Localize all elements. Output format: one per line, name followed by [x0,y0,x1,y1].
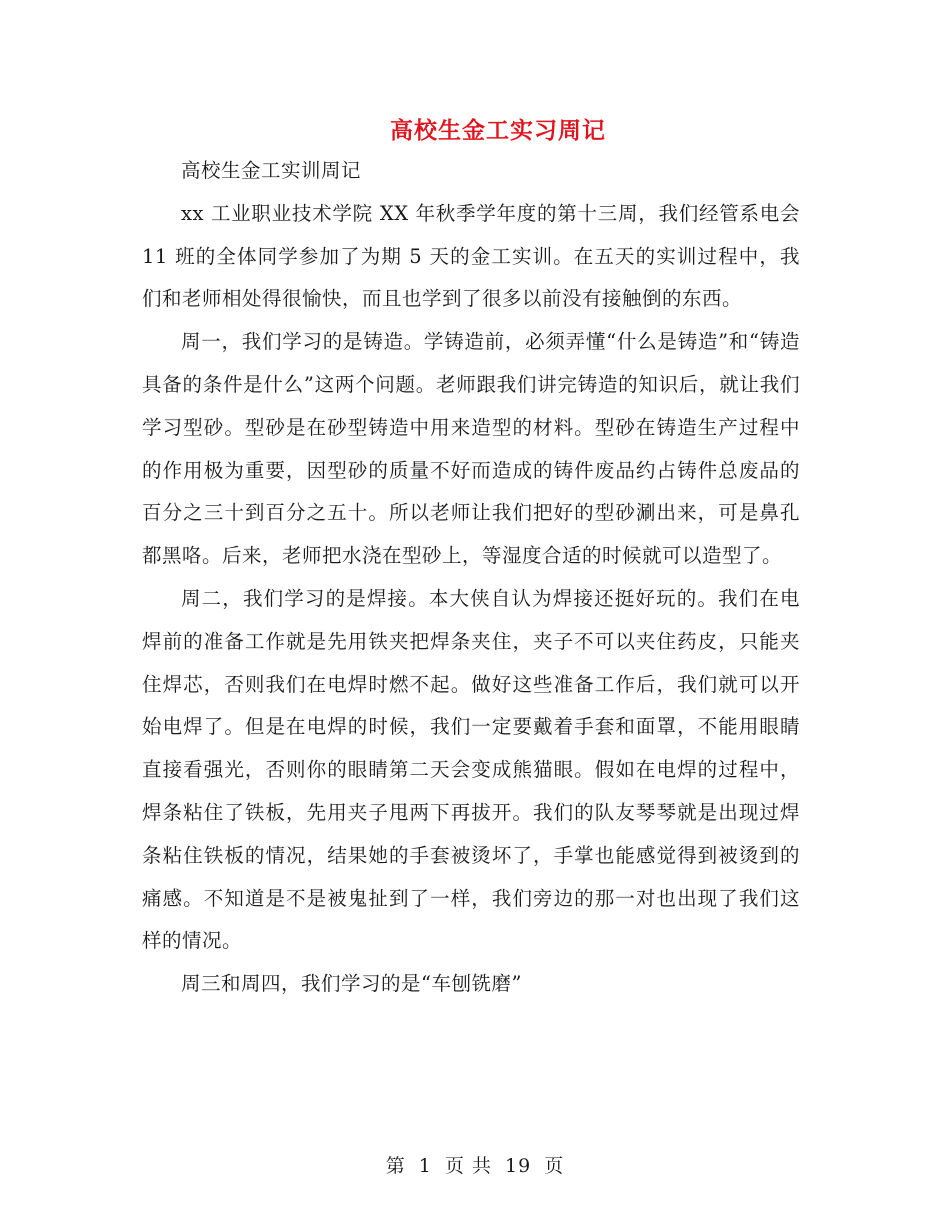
footer-page-number: 1 [418,1155,432,1177]
paragraph-intro: xx 工业职业技术学院 XX 年秋季学年度的第十三周，我们经管系电会 11 班的全体同学参加了为期 5 天的金工实训。在五天的实训过程中，我们和老师相处得很愉快，而且也学到了很多以前没有接触倒的东西。 [142,201,800,311]
paragraph-monday: 周一，我们学习的是铸造。学铸造前，必须弄懂“什么是铸造”和“铸造具备的条件是什么”这两个问题。老师跟我们讲完铸造的知识后，就让我们学习型砂。型砂是在砂型铸造中用来造型的材料。型砂在铸造生产过程中的作用极为重要，因型砂的质量不好而造成的铸件废品约占铸件总废品的百分之三十到百分之五十。所以老师让我们把好的型砂涮出来，可是鼻孔都黑咯。后来，老师把水浇在型砂上，等湿度合适的时候就可以造型了。 [142,330,800,568]
footer-middle: 页 共 [444,1155,492,1177]
page-footer [0,1151,950,1178]
paragraph-subtitle: 高校生金工实训周记 [181,159,362,182]
paragraph-wed-thu: 周三和周四，我们学习的是“车刨铣磨” [181,972,522,996]
footer-total-pages: 19 [505,1155,532,1177]
footer-suffix: 页 [544,1155,565,1177]
document-body [142,150,800,1006]
paragraph-tuesday: 周二，我们学习的是焊接。本大侠自认为焊接还挺好玩的。我们在电焊前的准备工作就是先用铁夹把焊条夹住，夹子不可以夹住药皮，只能夹住焊芯，否则我们在电焊时燃不起。做好这些准备工作后，我们就可以开始电焊了。但是在电焊的时候，我们一定要戴着手套和面罩，不能用眼睛直接看强光，否则你的眼睛第二天会变成熊猫眼。假如在电焊的过程中，焊条粘住了铁板，先用夹子甩两下再拔开。我们的队友琴琴就是出现过焊条粘住铁板的情况，结果她的手套被烫坏了，手掌也能感觉得到被烫到的痛感。不知道是不是被鬼扯到了一样，我们旁边的那一对也出现了我们这样的情况。 [142,586,800,953]
document-title: 高校生金工实习周记 [390,117,606,144]
footer-prefix: 第 [385,1155,406,1177]
